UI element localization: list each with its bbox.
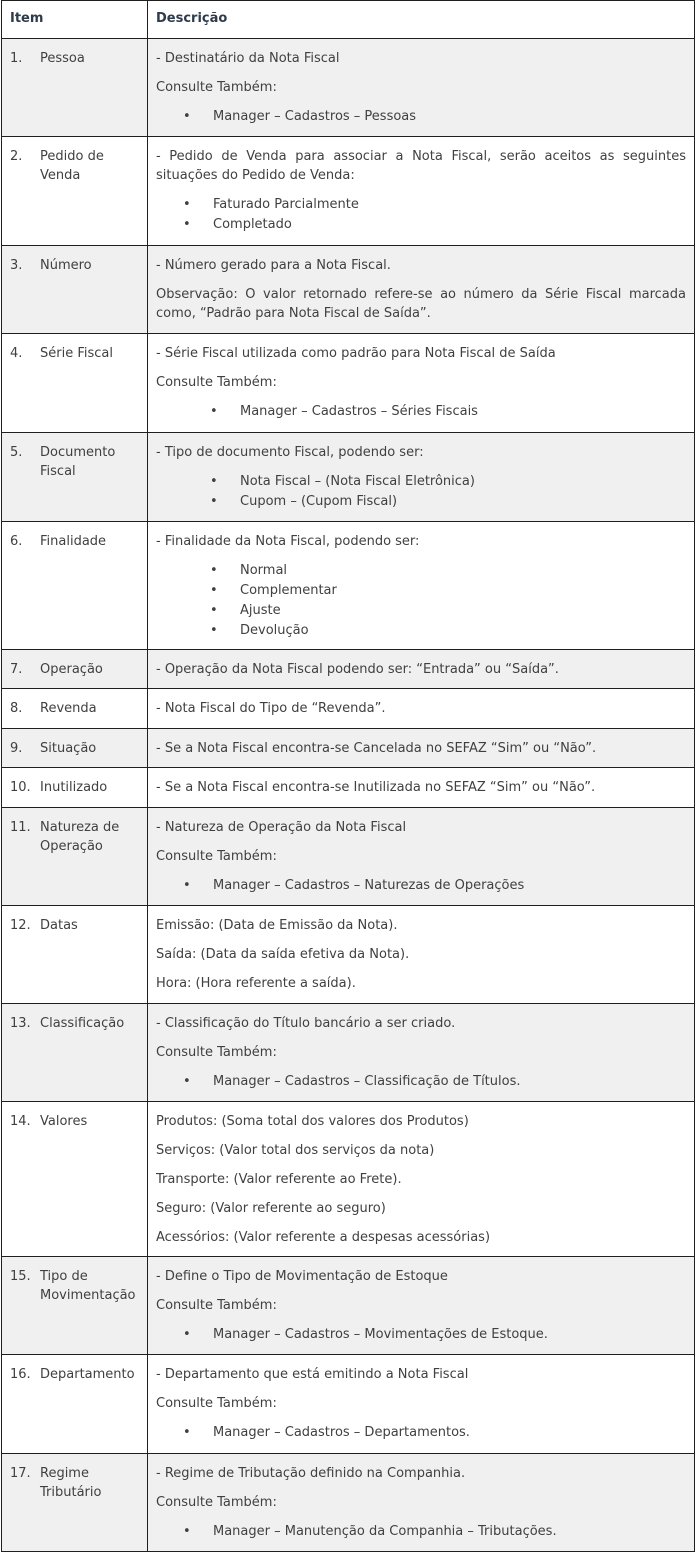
item-cell [2, 522, 148, 650]
item-label: Série Fiscal [40, 346, 113, 361]
item-label: Inutilizado [40, 780, 108, 795]
bullet-icon: • [210, 603, 218, 618]
list-item [156, 402, 686, 422]
list-item [156, 1072, 686, 1092]
description-text: - Finalidade da Nota Fiscal, podendo ser: [156, 534, 420, 549]
description-text: - Nota Fiscal do Tipo de “Revenda”. [156, 701, 386, 716]
description-text: Consulte Também: [156, 849, 277, 864]
description-cell [148, 522, 695, 650]
description-cell [148, 1102, 695, 1257]
item-label: Departamento [40, 1367, 135, 1382]
list-item [156, 1423, 686, 1443]
bullet-list [156, 1423, 686, 1443]
table-row [2, 137, 695, 246]
item-number: 16. [10, 1367, 31, 1382]
description-text: - Regime de Tributação definido na Companhia. [156, 1466, 466, 1481]
table-row [2, 1454, 695, 1552]
description-text: - Se a Nota Fiscal encontra-se Cancelada no SEFAZ “Sim” ou “Não”. [156, 741, 597, 756]
list-item-text: Manager – Cadastros – Séries Fiscais [240, 404, 478, 419]
description-cell [148, 808, 695, 906]
description-text: Seguro: (Valor referente ao seguro) [156, 1201, 386, 1216]
bullet-list [156, 876, 686, 896]
table-row [2, 39, 695, 137]
list-item [156, 1522, 686, 1542]
description-text: Consulte Também: [156, 1495, 277, 1510]
description-text: Consulte Também: [156, 1298, 277, 1313]
header-item: Item [2, 1, 148, 39]
item-cell [2, 39, 148, 137]
item-number: 17. [10, 1466, 31, 1481]
description-cell [148, 137, 695, 246]
item-label: Datas [40, 918, 78, 933]
item-number: 1. [10, 51, 23, 66]
description-text: - Classificação do Título bancário a ser criado. [156, 1016, 456, 1031]
table-row [2, 334, 695, 433]
list-item [156, 601, 686, 621]
description-cell [148, 1004, 695, 1102]
item-cell [2, 433, 148, 522]
bullet-icon: • [183, 878, 191, 893]
description-cell [148, 246, 695, 334]
item-label: Pedido de Venda [40, 149, 104, 183]
item-number: 2. [10, 149, 23, 164]
bullet-list [156, 402, 686, 422]
description-cell [148, 1257, 695, 1355]
description-cell [148, 768, 695, 808]
item-label: Tipo de Movimentação [40, 1269, 136, 1303]
description-text: - Departamento que está emitindo a Nota Fiscal [156, 1367, 469, 1382]
item-cell [2, 1102, 148, 1257]
item-number: 9. [10, 741, 23, 756]
table-row [2, 522, 695, 650]
description-text: - Operação da Nota Fiscal podendo ser: “Entrada” ou “Saída”. [156, 662, 559, 677]
list-item-text: Manager – Manutenção da Companhia – Tributações. [213, 1524, 557, 1539]
list-item [156, 1325, 686, 1345]
list-item [156, 107, 686, 127]
description-text: - Pedido de Venda para associar a Nota Fiscal, serão aceitos as seguintes situações do Pedido de Venda: [156, 149, 686, 183]
bullet-icon: • [210, 494, 218, 509]
list-item-text: Manager – Cadastros – Naturezas de Operações [213, 878, 525, 893]
item-number: 4. [10, 346, 23, 361]
list-item [156, 492, 686, 512]
bullet-icon: • [183, 1524, 191, 1539]
item-label: Classificação [40, 1016, 125, 1031]
list-item [156, 472, 686, 492]
item-label: Operação [40, 662, 103, 677]
item-cell [2, 650, 148, 689]
description-text: Consulte Também: [156, 1045, 277, 1060]
table-row [2, 1102, 695, 1257]
item-number: 12. [10, 918, 31, 933]
description-text: Emissão: (Data de Emissão da Nota). [156, 918, 398, 933]
item-cell [2, 1004, 148, 1102]
item-number: 5. [10, 445, 23, 460]
item-number: 8. [10, 701, 23, 716]
table-row [2, 808, 695, 906]
item-number: 15. [10, 1269, 31, 1284]
description-cell [148, 1355, 695, 1454]
list-item [156, 561, 686, 581]
description-cell [148, 650, 695, 689]
table-row [2, 729, 695, 768]
description-cell [148, 906, 695, 1004]
description-cell [148, 433, 695, 522]
description-text: - Tipo de documento Fiscal, podendo ser: [156, 445, 424, 460]
item-cell [2, 808, 148, 906]
bullet-list [156, 1072, 686, 1092]
item-label: Documento Fiscal [40, 445, 116, 479]
bullet-icon: • [210, 583, 218, 598]
description-cell [148, 729, 695, 768]
bullet-list [156, 107, 686, 127]
list-item-text: Ajuste [240, 603, 281, 618]
bullet-icon: • [183, 1327, 191, 1342]
description-text: Observação: O valor retornado refere-se ao número da Série Fiscal marcada como, “Padrão para Nota Fiscal de Saída”. [156, 287, 686, 321]
list-item [156, 215, 686, 235]
list-item-text: Completado [213, 217, 292, 232]
list-item-text: Cupom – (Cupom Fiscal) [240, 494, 398, 509]
description-text: Consulte Também: [156, 1396, 277, 1411]
list-item-text: Devolução [240, 623, 309, 638]
header-row [2, 1, 695, 39]
item-cell [2, 729, 148, 768]
bullet-list [156, 1325, 686, 1345]
list-item-text: Manager – Cadastros – Classificação de Títulos. [213, 1074, 521, 1089]
list-item [156, 195, 686, 215]
item-cell [2, 689, 148, 729]
item-label: Regime Tributário [40, 1466, 102, 1500]
description-text: Consulte Também: [156, 375, 277, 390]
table-row [2, 906, 695, 1004]
list-item-text: Normal [240, 563, 288, 578]
item-label: Revenda [40, 701, 97, 716]
description-text: - Número gerado para a Nota Fiscal. [156, 258, 391, 273]
bullet-icon: • [210, 404, 218, 419]
description-cell [148, 1454, 695, 1552]
header-descricao: Descrição [148, 1, 695, 39]
bullet-icon: • [183, 197, 191, 212]
table-row [2, 1004, 695, 1102]
item-label: Finalidade [40, 534, 107, 549]
item-cell [2, 137, 148, 246]
item-number: 7. [10, 662, 23, 677]
bullet-list [156, 561, 686, 641]
description-text: Transporte: (Valor referente ao Frete). [156, 1172, 402, 1187]
description-text: - Série Fiscal utilizada como padrão para Nota Fiscal de Saída [156, 346, 556, 361]
item-cell [2, 906, 148, 1004]
table-row [2, 768, 695, 808]
bullet-list [156, 1522, 686, 1542]
list-item [156, 581, 686, 601]
item-cell [2, 1257, 148, 1355]
list-item-text: Manager – Cadastros – Pessoas [213, 109, 417, 124]
bullet-icon: • [210, 563, 218, 578]
table-row [2, 246, 695, 334]
description-cell [148, 39, 695, 137]
description-text: Consulte Também: [156, 80, 277, 95]
item-number: 11. [10, 820, 31, 835]
list-item [156, 876, 686, 896]
item-number: 13. [10, 1016, 31, 1031]
bullet-list [156, 195, 686, 235]
description-text: - Destinatário da Nota Fiscal [156, 51, 340, 66]
description-text: - Se a Nota Fiscal encontra-se Inutilizada no SEFAZ “Sim” ou “Não”. [156, 780, 596, 795]
item-number: 3. [10, 258, 23, 273]
item-number: 14. [10, 1114, 31, 1129]
bullet-icon: • [210, 623, 218, 638]
item-label: Natureza de Operação [40, 820, 120, 854]
description-text: - Define o Tipo de Movimentação de Estoque [156, 1269, 448, 1284]
table-row [2, 650, 695, 689]
bullet-icon: • [183, 1074, 191, 1089]
list-item-text: Manager – Cadastros – Departamentos. [213, 1425, 470, 1440]
item-number: 6. [10, 534, 23, 549]
item-cell [2, 246, 148, 334]
item-number: 10. [10, 780, 31, 795]
description-cell [148, 689, 695, 729]
table-row [2, 433, 695, 522]
list-item-text: Complementar [240, 583, 337, 598]
item-label: Pessoa [40, 51, 85, 66]
bullet-list [156, 472, 686, 512]
description-text: Hora: (Hora referente a saída). [156, 976, 356, 991]
bullet-icon: • [183, 217, 191, 232]
item-label: Número [40, 258, 92, 273]
bullet-icon: • [183, 1425, 191, 1440]
item-cell [2, 1355, 148, 1454]
item-label: Valores [40, 1114, 88, 1129]
table-row [2, 1355, 695, 1454]
item-label: Situação [40, 741, 97, 756]
description-text: - Natureza de Operação da Nota Fiscal [156, 820, 407, 835]
bullet-icon: • [210, 474, 218, 489]
description-text: Saída: (Data da saída efetiva da Nota). [156, 947, 410, 962]
table-row [2, 1257, 695, 1355]
item-cell [2, 768, 148, 808]
items-table [1, 0, 695, 1552]
item-cell [2, 1454, 148, 1552]
description-text: Produtos: (Soma total dos valores dos Produtos) [156, 1114, 469, 1129]
item-cell [2, 334, 148, 433]
list-item [156, 621, 686, 641]
list-item-text: Faturado Parcialmente [213, 197, 359, 212]
description-text: Serviços: (Valor total dos serviços da nota) [156, 1143, 435, 1158]
bullet-icon: • [183, 109, 191, 124]
description-text: Acessórios: (Valor referente a despesas acessórias) [156, 1230, 491, 1245]
description-cell [148, 334, 695, 433]
table-row [2, 689, 695, 729]
list-item-text: Manager – Cadastros – Movimentações de Estoque. [213, 1327, 548, 1342]
list-item-text: Nota Fiscal – (Nota Fiscal Eletrônica) [240, 474, 475, 489]
